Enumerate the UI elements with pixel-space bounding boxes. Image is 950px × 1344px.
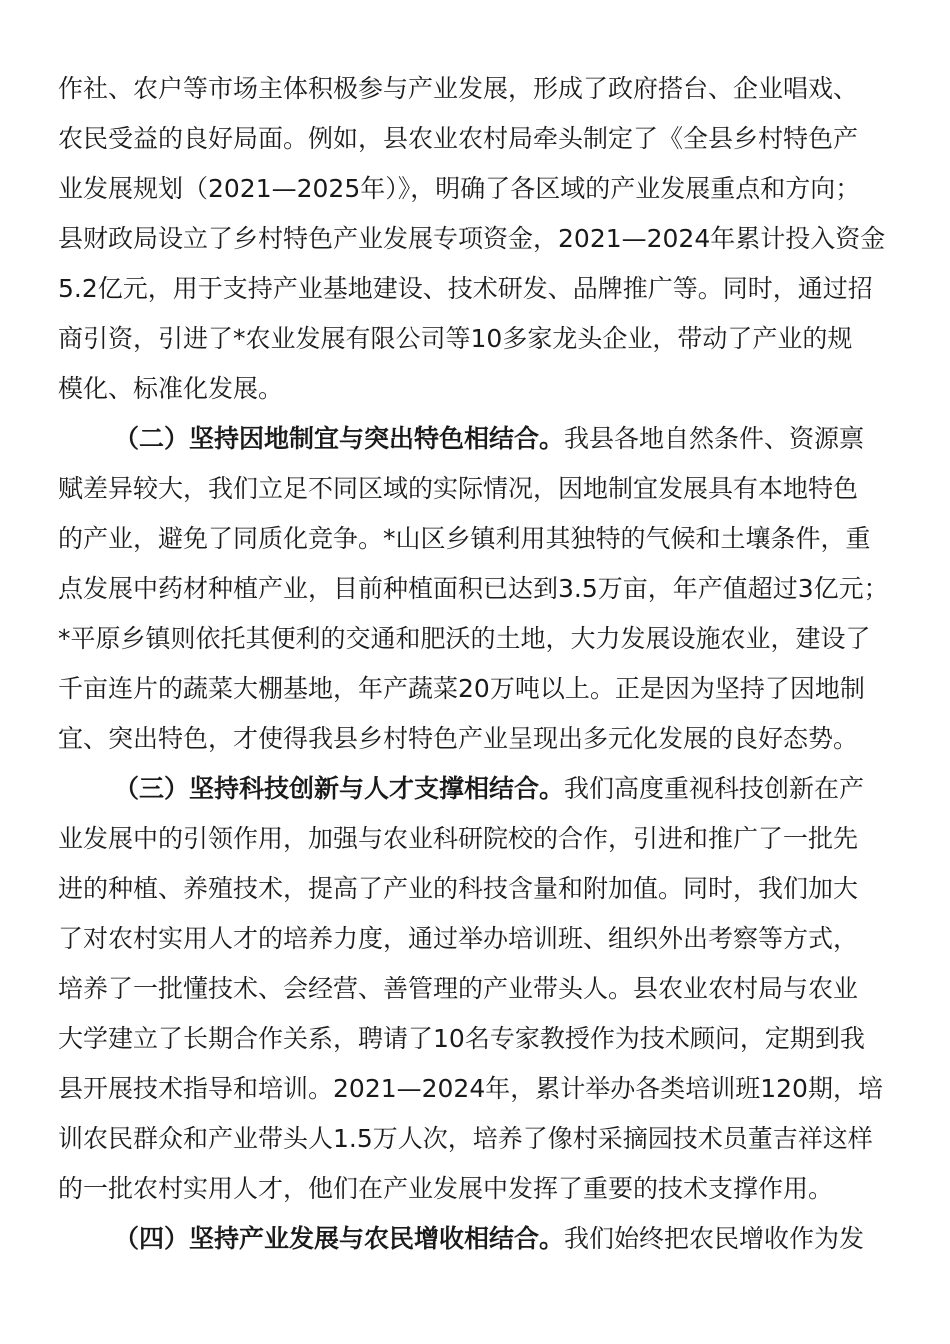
paragraph-4 — [58, 1214, 894, 1264]
text-line: 进的种植、养殖技术，提高了产业的科技含量和附加值。同时，我们加大 — [58, 874, 859, 903]
text-line: 县开展技术指导和培训。2021—2024年，累计举办各类培训班120期，培 — [58, 1074, 883, 1103]
text-run: 我们高度重视科技创新在产 — [564, 774, 865, 803]
document-page — [58, 64, 894, 1264]
text-run: 我县各地自然条件、资源禀 — [564, 424, 865, 453]
text-line: 业发展中的引领作用，加强与农业科研院校的合作，引进和推广了一批先 — [58, 824, 859, 853]
section-heading-3: （三）坚持科技创新与人才支撑相结合。 — [114, 774, 565, 803]
text-line: 县财政局设立了乡村特色产业发展专项资金，2021—2024年累计投入资金 — [58, 224, 886, 253]
text-line-first — [58, 1214, 894, 1264]
text-line: 培养了一批懂技术、会经营、善管理的产业带头人。县农业农村局与农业 — [58, 974, 859, 1003]
text-line: 大学建立了长期合作关系，聘请了10名专家教授作为技术顾问，定期到我 — [58, 1024, 865, 1053]
paragraph-1 — [58, 64, 894, 414]
text-line: 千亩连片的蔬菜大棚基地，年产蔬菜20万吨以上。正是因为坚持了因地制 — [58, 674, 865, 703]
text-line: 作社、农户等市场主体积极参与产业发展，形成了政府搭台、企业唱戏、 — [58, 74, 859, 103]
text-line: 赋差异较大，我们立足不同区域的实际情况，因地制宜发展具有本地特色 — [58, 474, 859, 503]
text-line: 商引资，引进了*农业发展有限公司等10多家龙头企业，带动了产业的规 — [58, 324, 853, 353]
text-line: 训农民群众和产业带头人1.5万人次，培养了像村采摘园技术员董吉祥这样 — [58, 1124, 873, 1153]
text-run: 我们始终把农民增收作为发 — [564, 1224, 865, 1253]
paragraph-2 — [58, 414, 894, 764]
text-line: 模化、标准化发展。 — [58, 374, 284, 403]
text-line: 5.2亿元，用于支持产业基地建设、技术研发、品牌推广等。同时，通过招 — [58, 274, 873, 303]
text-line: 农民受益的良好局面。例如，县农业农村局牵头制定了《全县乡村特色产 — [58, 124, 859, 153]
text-line: 业发展规划（2021—2025年）》，明确了各区域的产业发展重点和方向； — [58, 174, 861, 203]
section-heading-2: （二）坚持因地制宜与突出特色相结合。 — [114, 424, 565, 453]
text-line-first — [58, 764, 894, 814]
text-line: 的产业，避免了同质化竞争。*山区乡镇利用其独特的气候和土壤条件，重 — [58, 524, 871, 553]
text-line: 宜、突出特色，才使得我县乡村特色产业呈现出多元化发展的良好态势。 — [58, 724, 859, 753]
text-line: 的一批农村实用人才，他们在产业发展中发挥了重要的技术支撑作用。 — [58, 1174, 834, 1203]
section-heading-4: （四）坚持产业发展与农民增收相结合。 — [114, 1224, 565, 1253]
paragraph-3 — [58, 764, 894, 1214]
text-line: 点发展中药材种植产业，目前种植面积已达到3.5万亩，年产值超过3亿元； — [58, 574, 889, 603]
text-line-first — [58, 414, 894, 464]
text-line: 了对农村实用人才的培养力度，通过举办培训班、组织外出考察等方式， — [58, 924, 859, 953]
text-line: *平原乡镇则依托其便利的交通和肥沃的土地，大力发展设施农业，建设了 — [58, 624, 871, 653]
